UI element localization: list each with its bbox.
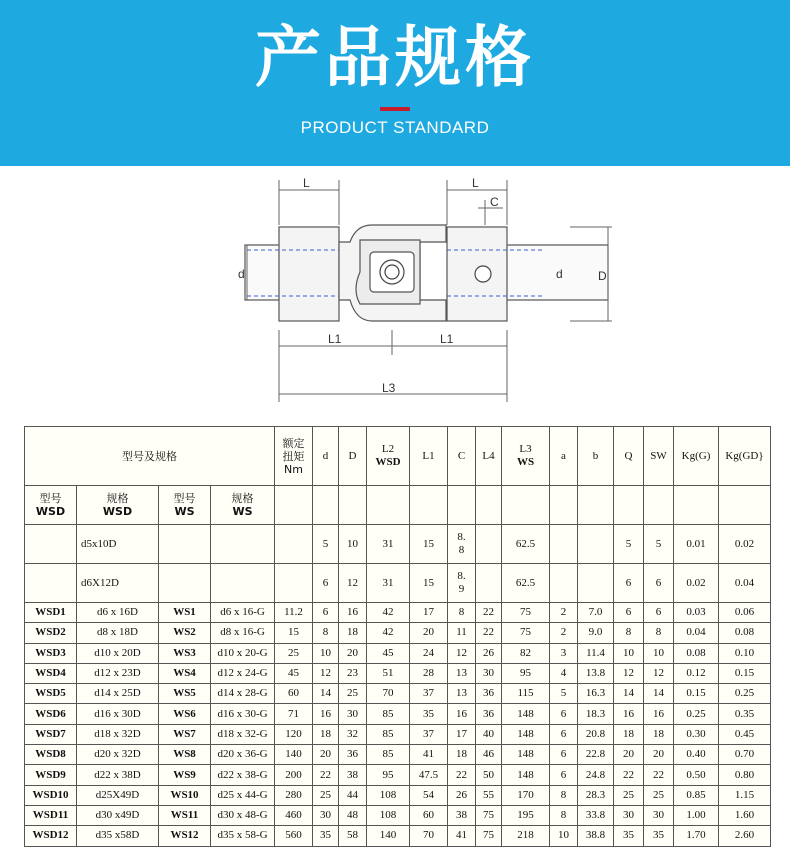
cell-d: 6	[313, 603, 339, 623]
cell-C: 26	[448, 785, 476, 805]
cell-L1: 17	[410, 603, 448, 623]
col-D: D	[339, 427, 367, 486]
cell-D: 30	[339, 704, 367, 724]
cell-kggd: 0.10	[719, 643, 771, 663]
cell-C: 17	[448, 724, 476, 744]
cell-SW: 10	[644, 643, 674, 663]
col-Q: Q	[614, 427, 644, 486]
cell-spec-wsd: d6X12D	[77, 564, 159, 603]
cell-spec-ws: d12 x 24-G	[211, 663, 275, 683]
cell-L3: 95	[502, 663, 550, 683]
cell-Q: 14	[614, 684, 644, 704]
cell-model-wsd: WSD6	[25, 704, 77, 724]
table-row	[25, 525, 771, 564]
cell-SW: 5	[644, 525, 674, 564]
cell-L1: 70	[410, 826, 448, 846]
cell-torque: 11.2	[275, 603, 313, 623]
cell-kgg: 0.85	[674, 785, 719, 805]
cell-L2: 140	[367, 826, 410, 846]
cell-L4: 40	[476, 724, 502, 744]
cell-C: 41	[448, 826, 476, 846]
cell-spec-wsd: d22 x 38D	[77, 765, 159, 785]
cell-L4: 36	[476, 684, 502, 704]
cell-model-wsd: WSD4	[25, 663, 77, 683]
cell-spec-ws: d35 x 58-G	[211, 826, 275, 846]
cell-Q: 6	[614, 603, 644, 623]
torque-header: 额定 扭矩 Nm	[275, 427, 313, 486]
cell-L1: 37	[410, 724, 448, 744]
cell-L1: 60	[410, 805, 448, 825]
cell-kgg: 0.04	[674, 623, 719, 643]
dim-label-L1-right: L1	[440, 332, 454, 346]
dim-label-d: d	[238, 267, 245, 281]
cell-L4: 46	[476, 745, 502, 765]
cell-spec-wsd: d8 x 18D	[77, 623, 159, 643]
cell-b: 22.8	[578, 745, 614, 765]
coupling-drawing	[0, 170, 790, 420]
cell-kgg: 1.00	[674, 805, 719, 825]
cell-L4: 36	[476, 704, 502, 724]
cell-kggd: 0.06	[719, 603, 771, 623]
cell-model-ws: WS10	[159, 785, 211, 805]
cell-L4: 26	[476, 643, 502, 663]
cell-Q: 10	[614, 643, 644, 663]
cell-a: 6	[550, 704, 578, 724]
cell-a: 6	[550, 724, 578, 744]
cell-a: 6	[550, 745, 578, 765]
cell-L1: 15	[410, 564, 448, 603]
cell-C: 12	[448, 643, 476, 663]
cell-L3: 195	[502, 805, 550, 825]
cell-L4: 22	[476, 623, 502, 643]
cell-L3: 170	[502, 785, 550, 805]
cell-d: 22	[313, 765, 339, 785]
cell-model-ws: WS9	[159, 765, 211, 785]
cell-d: 6	[313, 564, 339, 603]
cell-spec-wsd: d5x10D	[77, 525, 159, 564]
cell-torque: 60	[275, 684, 313, 704]
cell-spec-ws: d6 x 16-G	[211, 603, 275, 623]
cell-spec-wsd: d6 x 16D	[77, 603, 159, 623]
cell-d: 30	[313, 805, 339, 825]
cell-D: 44	[339, 785, 367, 805]
cell-model-wsd: WSD10	[25, 785, 77, 805]
cell-SW: 6	[644, 564, 674, 603]
subheader-row	[25, 486, 771, 525]
page-title: 产品规格	[255, 19, 535, 96]
cell-spec-ws: d16 x 30-G	[211, 704, 275, 724]
cell-model-wsd: WSD1	[25, 603, 77, 623]
cell-spec-ws: d10 x 20-G	[211, 643, 275, 663]
cell-a: 10	[550, 826, 578, 846]
cell-D: 12	[339, 564, 367, 603]
cell-model-wsd: WSD5	[25, 684, 77, 704]
cell-L4: 50	[476, 765, 502, 785]
cell-Q: 16	[614, 704, 644, 724]
cell-model-wsd: WSD11	[25, 805, 77, 825]
cell-model-ws: WS6	[159, 704, 211, 724]
cell-d: 25	[313, 785, 339, 805]
cell-kgg: 0.08	[674, 643, 719, 663]
cell-model-wsd: WSD3	[25, 643, 77, 663]
cell-spec-wsd: d12 x 23D	[77, 663, 159, 683]
cell-b: 7.0	[578, 603, 614, 623]
cell-model-wsd: WSD9	[25, 765, 77, 785]
cell-L2: 45	[367, 643, 410, 663]
table-row	[25, 826, 771, 846]
cell-C: 8. 9	[448, 564, 476, 603]
cell-D: 58	[339, 826, 367, 846]
cell-D: 23	[339, 663, 367, 683]
cell-L2: 85	[367, 745, 410, 765]
cell-L4: 22	[476, 603, 502, 623]
cell-L1: 28	[410, 663, 448, 683]
cell-SW: 8	[644, 623, 674, 643]
cell-SW: 30	[644, 805, 674, 825]
cell-model-ws: WS5	[159, 684, 211, 704]
cell-L2: 108	[367, 785, 410, 805]
cell-SW: 20	[644, 745, 674, 765]
dim-label-L: L	[303, 176, 310, 190]
cell-C: 11	[448, 623, 476, 643]
col-d: d	[313, 427, 339, 486]
cell-D: 16	[339, 603, 367, 623]
col-L3: L3 WS	[502, 427, 550, 486]
cell-D: 10	[339, 525, 367, 564]
set-screw	[475, 266, 491, 282]
cell-kggd: 1.15	[719, 785, 771, 805]
cell-a: 2	[550, 623, 578, 643]
col-SW: SW	[644, 427, 674, 486]
cell-L2: 85	[367, 704, 410, 724]
cell-kggd: 0.15	[719, 663, 771, 683]
cell-b: 18.3	[578, 704, 614, 724]
cell-model-ws: WS12	[159, 826, 211, 846]
cell-spec-wsd: d20 x 32D	[77, 745, 159, 765]
cell-torque: 140	[275, 745, 313, 765]
cell-Q: 18	[614, 724, 644, 744]
page-subtitle: PRODUCT STANDARD	[300, 118, 490, 137]
table-row	[25, 643, 771, 663]
cell-L3: 218	[502, 826, 550, 846]
cell-kgg: 0.15	[674, 684, 719, 704]
cell-L2: 42	[367, 603, 410, 623]
cell-spec-ws: d20 x 36-G	[211, 745, 275, 765]
cell-SW: 22	[644, 765, 674, 785]
cell-a: 5	[550, 684, 578, 704]
cell-L2: 31	[367, 525, 410, 564]
col-L1: L1	[410, 427, 448, 486]
cell-D: 25	[339, 684, 367, 704]
cell-Q: 35	[614, 826, 644, 846]
cell-torque: 120	[275, 724, 313, 744]
cell-a: 4	[550, 663, 578, 683]
cell-spec-ws: d14 x 28-G	[211, 684, 275, 704]
cell-spec-wsd: d18 x 32D	[77, 724, 159, 744]
cell-L1: 37	[410, 684, 448, 704]
cell-Q: 8	[614, 623, 644, 643]
subheader-spec-wsd: 规格 WSD	[77, 486, 159, 525]
group-header: 型号及规格	[25, 427, 275, 486]
cell-torque: 200	[275, 765, 313, 785]
cell-kggd: 0.04	[719, 564, 771, 603]
cell-spec-wsd: d35 x58D	[77, 826, 159, 846]
cell-L1: 24	[410, 643, 448, 663]
cell-spec-wsd: d14 x 25D	[77, 684, 159, 704]
table-row	[25, 623, 771, 643]
cell-D: 48	[339, 805, 367, 825]
dim-label-L-right: L	[472, 176, 479, 190]
cell-spec-wsd: d25X49D	[77, 785, 159, 805]
cell-kgg: 0.03	[674, 603, 719, 623]
col-L2: L2 WSD	[367, 427, 410, 486]
cell-d: 12	[313, 663, 339, 683]
cell-D: 36	[339, 745, 367, 765]
cell-kggd: 0.45	[719, 724, 771, 744]
col-kggd: Kg(GD}	[719, 427, 771, 486]
cell-L1: 35	[410, 704, 448, 724]
cell-d: 5	[313, 525, 339, 564]
table-row	[25, 724, 771, 744]
cell-SW: 6	[644, 603, 674, 623]
cell-b: 16.3	[578, 684, 614, 704]
cell-spec-ws: d30 x 48-G	[211, 805, 275, 825]
cell-L3: 75	[502, 623, 550, 643]
cell-C: 38	[448, 805, 476, 825]
cell-D: 20	[339, 643, 367, 663]
cell-L3: 148	[502, 765, 550, 785]
cell-model-wsd: WSD8	[25, 745, 77, 765]
cell-b: 20.8	[578, 724, 614, 744]
cell-torque: 25	[275, 643, 313, 663]
dim-label-D: D	[598, 269, 607, 283]
cell-L3: 75	[502, 603, 550, 623]
cell-model-ws: WS1	[159, 603, 211, 623]
cell-spec-ws: d22 x 38-G	[211, 765, 275, 785]
cell-torque: 71	[275, 704, 313, 724]
cell-torque: 560	[275, 826, 313, 846]
cell-model-ws: WS4	[159, 663, 211, 683]
col-b: b	[578, 427, 614, 486]
cell-b: 11.4	[578, 643, 614, 663]
cell-L3: 148	[502, 745, 550, 765]
cell-D: 18	[339, 623, 367, 643]
cell-model-ws: WS7	[159, 724, 211, 744]
cell-spec-ws: d25 x 44-G	[211, 785, 275, 805]
table-row	[25, 684, 771, 704]
cell-Q: 22	[614, 765, 644, 785]
cell-a: 3	[550, 643, 578, 663]
cell-d: 16	[313, 704, 339, 724]
cell-torque: 45	[275, 663, 313, 683]
col-L4: L4	[476, 427, 502, 486]
cell-model-ws: WS8	[159, 745, 211, 765]
cell-torque: 280	[275, 785, 313, 805]
table-row	[25, 805, 771, 825]
header-row	[25, 427, 771, 486]
cell-d: 20	[313, 745, 339, 765]
cell-L1: 15	[410, 525, 448, 564]
cell-b: 33.8	[578, 805, 614, 825]
cell-torque: 15	[275, 623, 313, 643]
cell-kggd: 1.60	[719, 805, 771, 825]
cell-L2: 51	[367, 663, 410, 683]
cell-Q: 6	[614, 564, 644, 603]
table-row	[25, 663, 771, 683]
cell-L4: 30	[476, 663, 502, 683]
cell-L1: 20	[410, 623, 448, 643]
cell-SW: 12	[644, 663, 674, 683]
cell-L1: 47.5	[410, 765, 448, 785]
cell-kgg: 0.30	[674, 724, 719, 744]
dim-label-C: C	[490, 195, 499, 209]
cell-D: 32	[339, 724, 367, 744]
cell-L3: 82	[502, 643, 550, 663]
cell-L4: 55	[476, 785, 502, 805]
subheader-model-ws: 型号 WS	[159, 486, 211, 525]
cell-a: 6	[550, 765, 578, 785]
cell-a: 8	[550, 805, 578, 825]
cell-C: 13	[448, 663, 476, 683]
cell-kggd: 0.02	[719, 525, 771, 564]
cell-SW: 18	[644, 724, 674, 744]
cell-kggd: 0.25	[719, 684, 771, 704]
cell-spec-wsd: d16 x 30D	[77, 704, 159, 724]
cell-L3: 115	[502, 684, 550, 704]
cell-kggd: 0.70	[719, 745, 771, 765]
cell-kggd: 0.80	[719, 765, 771, 785]
dim-label-d-right: d	[556, 267, 563, 281]
cell-kggd: 0.35	[719, 704, 771, 724]
table-row	[25, 704, 771, 724]
cell-C: 18	[448, 745, 476, 765]
cell-Q: 30	[614, 805, 644, 825]
cell-b: 13.8	[578, 663, 614, 683]
cell-C: 8	[448, 603, 476, 623]
cell-L2: 31	[367, 564, 410, 603]
cell-L2: 108	[367, 805, 410, 825]
title-underline	[380, 107, 410, 111]
spec-table	[24, 426, 771, 847]
cell-b: 28.3	[578, 785, 614, 805]
cell-kgg: 0.12	[674, 663, 719, 683]
cell-kgg: 0.25	[674, 704, 719, 724]
cell-D: 38	[339, 765, 367, 785]
cell-b: 38.8	[578, 826, 614, 846]
cell-L3: 62.5	[502, 525, 550, 564]
cell-kgg: 0.01	[674, 525, 719, 564]
cell-d: 35	[313, 826, 339, 846]
table-row	[25, 564, 771, 603]
cell-L2: 85	[367, 724, 410, 744]
cell-model-wsd: WSD12	[25, 826, 77, 846]
table-row	[25, 603, 771, 623]
subheader-model-wsd: 型号 WSD	[25, 486, 77, 525]
subheader-spec-ws: 规格 WS	[211, 486, 275, 525]
cell-kgg: 1.70	[674, 826, 719, 846]
cell-L2: 70	[367, 684, 410, 704]
cell-kggd: 0.08	[719, 623, 771, 643]
cell-C: 13	[448, 684, 476, 704]
col-kgg: Kg(G)	[674, 427, 719, 486]
cell-SW: 25	[644, 785, 674, 805]
header-banner	[0, 0, 790, 166]
table-row	[25, 745, 771, 765]
cell-kgg: 0.40	[674, 745, 719, 765]
cell-model-ws: WS2	[159, 623, 211, 643]
cell-model-wsd: WSD7	[25, 724, 77, 744]
cell-C: 16	[448, 704, 476, 724]
cell-C: 22	[448, 765, 476, 785]
cell-SW: 14	[644, 684, 674, 704]
cell-b: 24.8	[578, 765, 614, 785]
cell-b: 9.0	[578, 623, 614, 643]
dim-label-L1: L1	[328, 332, 342, 346]
cell-C: 8. 8	[448, 525, 476, 564]
cell-kgg: 0.50	[674, 765, 719, 785]
cell-a: 8	[550, 785, 578, 805]
cell-Q: 5	[614, 525, 644, 564]
cell-L4: 75	[476, 826, 502, 846]
cell-d: 10	[313, 643, 339, 663]
cell-d: 14	[313, 684, 339, 704]
cell-model-ws: WS11	[159, 805, 211, 825]
cell-spec-ws: d8 x 16-G	[211, 623, 275, 643]
cell-Q: 25	[614, 785, 644, 805]
cell-Q: 12	[614, 663, 644, 683]
cell-L3: 148	[502, 704, 550, 724]
cell-L4: 75	[476, 805, 502, 825]
table-row	[25, 765, 771, 785]
cell-model-wsd: WSD2	[25, 623, 77, 643]
cell-spec-wsd: d10 x 20D	[77, 643, 159, 663]
cell-d: 8	[313, 623, 339, 643]
cell-spec-ws: d18 x 32-G	[211, 724, 275, 744]
cell-d: 18	[313, 724, 339, 744]
cell-SW: 16	[644, 704, 674, 724]
cell-kggd: 2.60	[719, 826, 771, 846]
table-row	[25, 785, 771, 805]
cell-L3: 148	[502, 724, 550, 744]
cell-kgg: 0.02	[674, 564, 719, 603]
cell-torque: 460	[275, 805, 313, 825]
cell-L1: 41	[410, 745, 448, 765]
cell-Q: 20	[614, 745, 644, 765]
cell-L2: 95	[367, 765, 410, 785]
cell-model-ws: WS3	[159, 643, 211, 663]
cell-SW: 35	[644, 826, 674, 846]
cell-L1: 54	[410, 785, 448, 805]
cell-L2: 42	[367, 623, 410, 643]
dim-label-L3: L3	[382, 381, 396, 395]
cell-spec-wsd: d30 x49D	[77, 805, 159, 825]
col-a: a	[550, 427, 578, 486]
cell-L3: 62.5	[502, 564, 550, 603]
cell-a: 2	[550, 603, 578, 623]
col-C: C	[448, 427, 476, 486]
